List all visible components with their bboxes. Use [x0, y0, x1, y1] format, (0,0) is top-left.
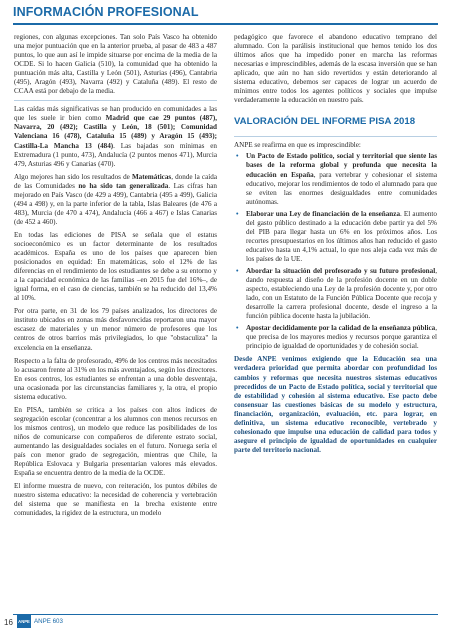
- list-item: • Un Pacto de Estado político, social y territorial que siente las bases de la reforma global y profunda que necesita la educación en España, para vertebrar y cohesionar el sistema educativo, mejorar los rendimientos de todo el alumnado para que se eviten las enormes desigualdades entre comunidades autónomas.: [246, 152, 437, 206]
- intro-line: ANPE se reafirma en que es imprescindible:: [234, 141, 361, 150]
- paragraph: Respecto a la falta de profesorado, 49% de los centros más necesitados lo acusaron frente al 31% en los más aventajados, según los directores. En esos centros, los estudiantes se enfrentan a una doble desventaja, una ocasionada por las circunstancias familiares y, la otra, el propio sistema educativo.: [14, 356, 217, 401]
- right-column: [234, 33, 437, 459]
- paragraph: Por otra parte, en 31 de los 79 países analizados, los directores de instituto ubicados en zonas más desfavorecidas reportaron una mayor escasez de materiales y un menor número de profesores que los centros de otros barrios más privilegiados, lo que "obstaculiza" la excelencia en la enseñanza.: [14, 307, 217, 352]
- closing-statement: Desde ANPE venimos exigiendo que la Educación sea una verdadera prioridad que permita abordar con profundidad los cambios y reformas que necesita nuestros sistemas educativos precedidos de un Pacto de Estado política, social y territorial que de estabilidad y cohesión al sistema educativo. Ese pacto debe consensuar las cuestiones básicas de su modelo y estructura, financiación, organización, evaluación, etc. para lograr, en definitiva, un sistema educativo reconocible, vertebrado y cohesionado que impulse una educación de calidad para todos y asegure el principio de igualdad de oportunidades en cualquier parte del territorio nacional.: [234, 355, 437, 454]
- page-footer: [0, 614, 452, 634]
- paragraph: Algo mejores han sido los resultados de Matemáticas, donde la caída de las Comunidades no ha sido tan generalizada. Las cifras han mejorado en País Vasco (de 429 a 499), Cantabria (495 a 499), Galicia (494 a 498) y, en la parte inferior de la tabla, Islas Baleares (de 476 a 483), Murcia (de 470 a 474), Andalucía (466 a 467) e Islas Canarias (de 452 a 460).: [14, 172, 217, 226]
- paragraph: En todas las ediciones de PISA se señala que el estatus socioeconómico es un factor determinante de los resultados académicos. España es uno de los países que aparecen bien posicionados en equidad: En matemáticas, solo el 12% de las diferencias en el rendimiento de los estudiantes se debe a su entorno y a la capacidad económica de las familias –en 2015 fue del 16%–, de igual forma, en el caso de ciencias, también se ha reducido del 13,4% al 10%.: [14, 230, 217, 303]
- list-item: • Apostar decididamente por la calidad de la enseñanza pública, que precisa de los mayores medios y recursos porque garantiza el principio de igualdad de oportunidades y de cohesión social.: [246, 324, 437, 351]
- list-item: • Elaborar una Ley de financiación de la enseñanza. El aumento del gasto público destinado a la educación debe partir ya del 5% del PIB para llegar hasta un 6% en los próximos años. Los recortes presupuestarios en los últimos años han reducido el gasto educativo hasta un 4,1% actual, lo que nos aleja cada vez más de los países de la UE.: [246, 210, 437, 264]
- section-title: INFORMACIÓN PROFESIONAL: [13, 5, 199, 19]
- paragraph: pedagógico que favorece el abandono educativo temprano del alumnado. Con la parálisis institucional que hemos tenido los dos últimos años que ha impedido poner en marcha las reformas necesarias e imprescindibles, además de la escasa inversión que se han aplicado, que aún no han sido revertidos y están deteriorando al sistema educativo, debemos ser capaces de lograr un acuerdo de mínimos entre todos los agentes políticos y sociales que impulse verdaderamente la educación en nuestro país.: [234, 33, 437, 105]
- demands-list: [234, 152, 437, 351]
- page-header: [0, 0, 452, 28]
- left-column: [14, 33, 217, 522]
- footer-rule: [13, 614, 438, 615]
- paragraph: El informe muestra de nuevo, con reiteración, los puntos débiles de nuestro sistema educativo: la necesidad de coherencia y vertebración del sistema que se manifiesta en la brecha existente entre comunidades, la rigidez de la estructura, un modelo: [14, 482, 217, 518]
- header-rule: [13, 23, 438, 25]
- subheading: VALORACIÓN DEL INFORME PISA 2018: [234, 116, 416, 128]
- anpe-logo-icon: ANPE: [17, 615, 31, 628]
- paragraph: regiones, con algunas excepciones. Tan solo País Vasco ha obtenido una mejor puntuación que en la anterior prueba, al pasar de 483 a 487 puntos, lo que aun así le impide situarse por encima de la media de la OCDE. Si lo hacen Galicia (510), la comunidad que ha obtenido la puntuación más alta, Castilla y León (501), Asturias (496), Cantabria (495), Aragón (493), Navarra (492) y Cataluña (489). El resto de CCAA está por debajo de la media.: [14, 33, 217, 96]
- paragraph: En PISA, también se critica a los países con altos índices de segregación escolar (concentrar a los alumnos con menos recursos en los mismos centros), un modelo que reduce las posibilidades de los niños de comunicarse con compañeros de diferente estrato social, aumentando las desigualdades sociales en el futuro. Noruega sería el país con menor grado de segregación, mientras que Chile, la República Eslovaca y Bulgaria presentarían valores más elevados. España se encuentra dentro de la media de la OCDE.: [14, 405, 217, 478]
- divider: [14, 100, 217, 101]
- list-item: • Abordar la situación del profesorado y su futuro profesional, dando respuesta al diseño de la profesión docente en un doble aspecto, estableciendo una Ley de la profesión docente y, por otro lado, con un Estatuto de la Función Pública Docente que recoja y desarrolle la carrera profesional docente, desde el ingreso a la función pública docente hasta la jubilación.: [246, 267, 437, 321]
- page-number: 16: [4, 618, 13, 627]
- issue-label: ANPE 603: [34, 618, 63, 625]
- divider: [234, 136, 437, 137]
- paragraph: Las caídas más significativas se han producido en comunidades a las que les suele ir bien como Madrid que cae 29 puntos (487), Navarra, 20 (492); Castilla y León, 18 (501); Comunidad Valenciana 16 (478), Cataluña 15 (489) y Aragón 15 (493); Castilla-La Mancha 13 (484). Las bajadas son mínimas en Extremadura (1 punto, 473), Andalucía (2 puntos menos 471), Murcia 479, Asturias 496 y Canarias (470).: [14, 105, 218, 168]
